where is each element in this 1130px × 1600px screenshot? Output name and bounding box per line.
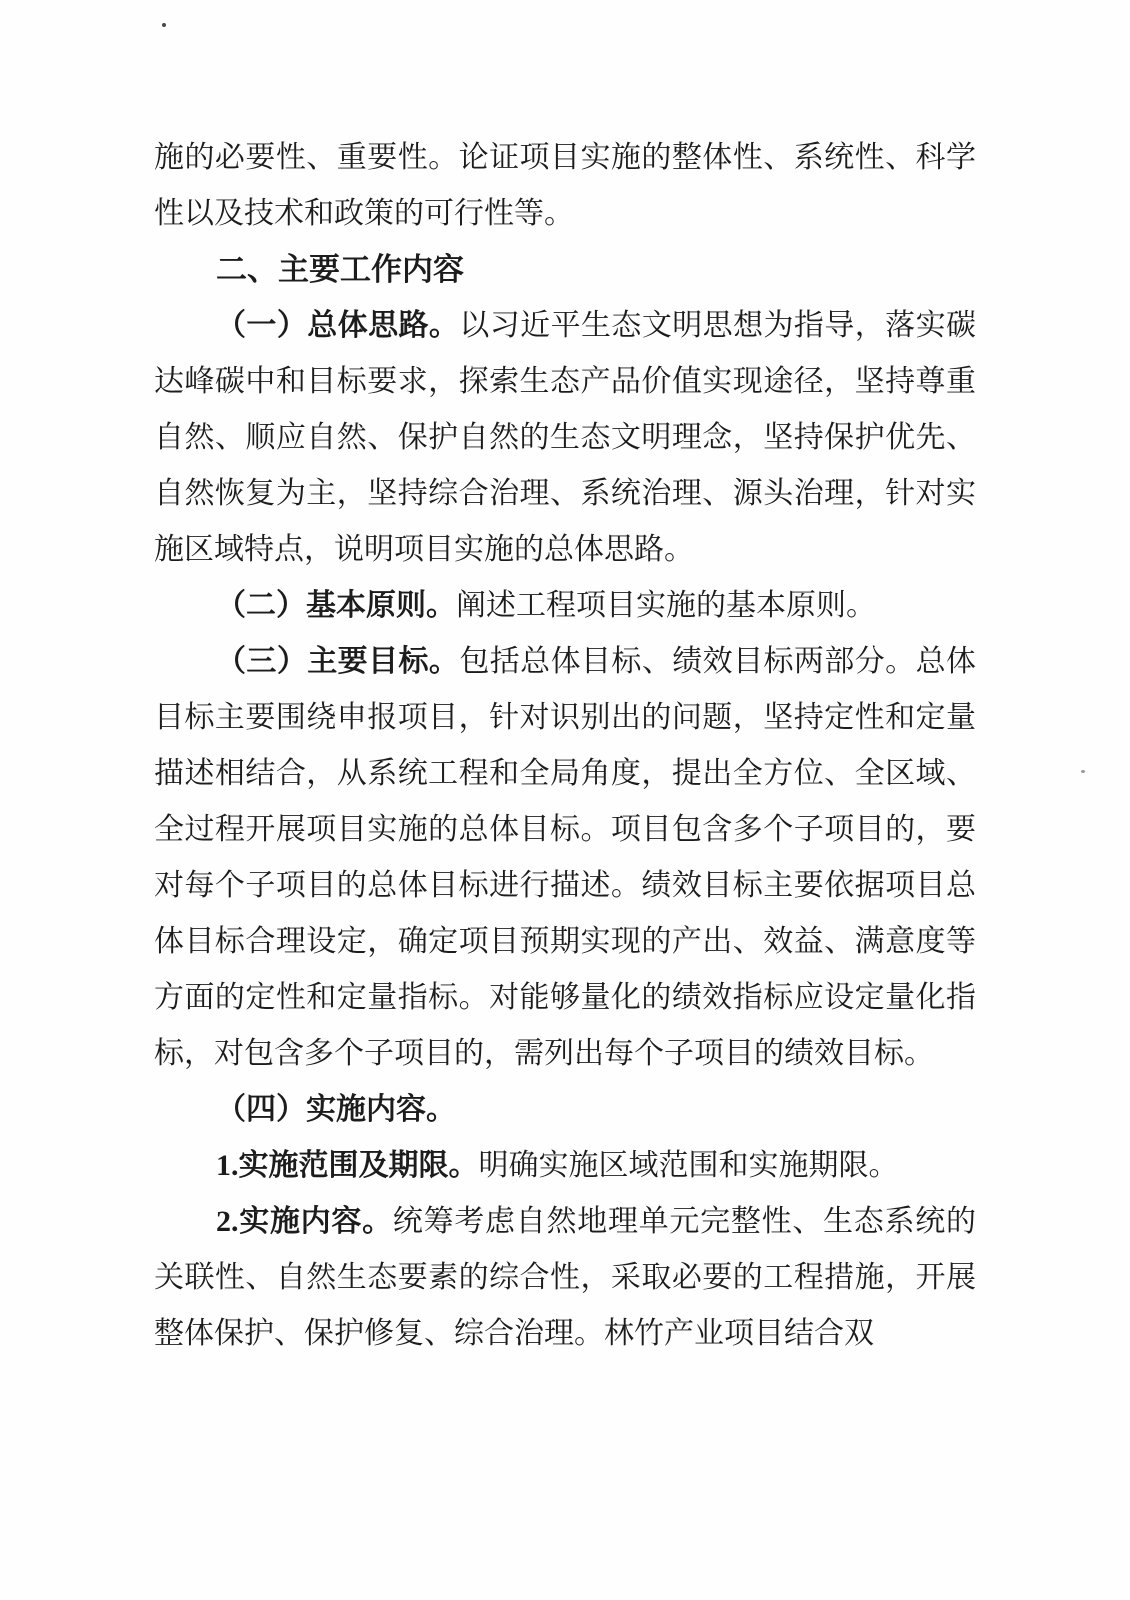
paragraph-lead: （一）总体思路。: [216, 309, 460, 342]
paragraph-text: 阐述工程项目实施的基本原则。: [456, 589, 876, 622]
paragraph-lead: （四）实施内容。: [216, 1093, 456, 1126]
paragraph-text: 包括总体目标、绩效目标两部分。总体目标主要围绕申报项目，针对识别出的问题，坚持定性和定量描述相结合，从系统工程和全局角度，提出全方位、全区域、全过程开展项目实施的总体目标。项目包含多个子项目的，要对每个子项目的总体目标进行描述。绩效目标主要依据项目总体目标合理设定，确定项目预期实现的产出、效益、满意度等方面的定性和定量指标。对能够量化的绩效指标应设定量化指标，对包含多个子项目的，需列出每个子项目的绩效目标。: [154, 645, 977, 1070]
paragraph-scope-and-term: [154, 1138, 976, 1194]
paragraph-implementation-details: [154, 1194, 976, 1362]
paragraph-lead: （二）基本原则。: [216, 589, 456, 622]
paragraph-implementation-content-heading: [154, 1082, 976, 1138]
paragraph-lead: （三）主要目标。: [216, 645, 460, 678]
paragraph-lead: 2.实施内容。: [216, 1205, 393, 1238]
paragraph-general-idea: [154, 298, 976, 578]
scan-artifact-dot: [162, 23, 166, 27]
paragraph-text: 以习近平生态文明思想为指导，落实碳达峰碳中和目标要求，探索生态产品价值实现途径，坚持尊重自然、顺应自然、保护自然的生态文明理念，坚持保护优先、自然恢复为主，坚持综合治理、系统治理、源头治理，针对实施区域特点，说明项目实施的总体思路。: [154, 309, 977, 566]
section-heading: 二、主要工作内容: [216, 252, 464, 287]
paragraph-text: 明确实施区域范围和实施期限。: [478, 1149, 899, 1182]
paragraph-basic-principles: [154, 578, 976, 634]
paragraph-lead: 1.实施范围及期限。: [216, 1149, 479, 1182]
paragraph-text: 统筹考虑自然地理单元完整性、生态系统的关联性、自然生态要素的综合性，采取必要的工程措施，开展整体保护、保护修复、综合治理。林竹产业项目结合双: [154, 1205, 976, 1350]
document-content: [154, 130, 976, 1362]
paragraph-continuation: 施的必要性、重要性。论证项目实施的整体性、系统性、科学性以及技术和政策的可行性等。: [154, 141, 976, 230]
scan-artifact-dot: [1081, 770, 1085, 773]
paragraph-main-goals: [154, 634, 976, 1082]
